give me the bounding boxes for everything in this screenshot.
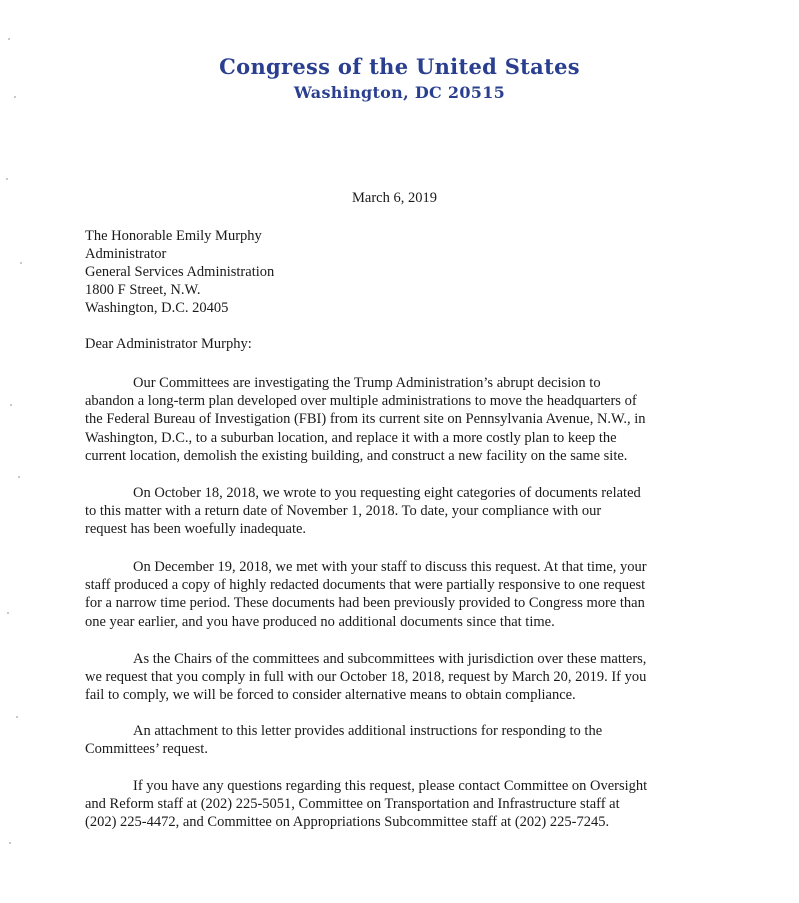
address-line: The Honorable Emily Murphy [85, 228, 262, 244]
paragraph-line: Committees’ request. [85, 741, 208, 758]
paragraph [85, 722, 710, 758]
address-line: Administrator [85, 246, 167, 262]
paragraph-line: the Federal Bureau of Investigation (FBI) from its current site on Pennsylvania Avenue, N.W., in [85, 411, 646, 428]
paragraph [85, 374, 710, 465]
scan-speck [20, 262, 22, 264]
paragraph-line: An attachment to this letter provides additional instructions for responding to the [133, 723, 603, 739]
paragraph-line: we request that you comply in full with our October 18, 2018, request by March 20, 2019. If you [85, 669, 647, 686]
scan-speck [6, 178, 8, 180]
scan-speck [7, 612, 9, 614]
paragraph [85, 558, 710, 631]
paragraph-line: staff produced a copy of highly redacted documents that were partially responsive to one request [85, 577, 646, 594]
address-line: General Services Administration [85, 264, 275, 280]
scan-speck [14, 96, 16, 98]
letter-date: March 6, 2019 [352, 190, 437, 206]
scan-speck [16, 716, 18, 718]
paragraph-line: current location, demolish the existing building, and construct a new facility on the same site. [85, 447, 628, 464]
paragraph-line: and Reform staff at (202) 225-5051, Committee on Transportation and Infrastructure staff at [85, 796, 620, 813]
paragraph [85, 484, 710, 539]
letterhead-subtitle: Washington, DC 20515 [293, 83, 506, 102]
paragraph [85, 777, 710, 832]
scan-speck [8, 38, 10, 40]
paragraph-line: On October 18, 2018, we wrote to you requesting eight categories of documents related [133, 485, 641, 501]
letterhead-title: Congress of the United States [219, 54, 580, 79]
address-line: Washington, D.C. 20405 [85, 300, 229, 316]
scan-speck [18, 476, 20, 478]
paragraph-line: Our Committees are investigating the Trump Administration’s abrupt decision to [133, 375, 601, 391]
paragraph-line: abandon a long-term plan developed over multiple administrations to move the headquarters of [85, 393, 637, 410]
scan-speck [9, 842, 11, 844]
paragraph-line: one year earlier, and you have produced no additional documents since that time. [85, 613, 555, 630]
paragraph-line: If you have any questions regarding this request, please contact Committee on Oversight [133, 778, 648, 794]
paragraph-line: As the Chairs of the committees and subcommittees with jurisdiction over these matters, [133, 651, 647, 667]
paragraph [85, 650, 710, 705]
paragraph-line: fail to comply, we will be forced to consider alternative means to obtain compliance. [85, 687, 576, 704]
salutation: Dear Administrator Murphy: [85, 336, 252, 352]
paragraph-line: request has been woefully inadequate. [85, 521, 307, 538]
paragraph-line: for a narrow time period. These documents had been previously provided to Congress more than [85, 595, 645, 612]
paragraph-line: On December 19, 2018, we met with your staff to discuss this request. At that time, your [133, 559, 647, 575]
paragraph-line: to this matter with a return date of November 1, 2018. To date, your compliance with our [85, 503, 602, 520]
scan-speck [10, 404, 12, 406]
paragraph-line: (202) 225-4472, and Committee on Appropriations Subcommittee staff at (202) 225-7245. [85, 814, 610, 831]
address-line: 1800 F Street, N.W. [85, 282, 201, 298]
paragraph-line: Washington, D.C., to a suburban location, and replace it with a more costly plan to keep the [85, 429, 617, 446]
